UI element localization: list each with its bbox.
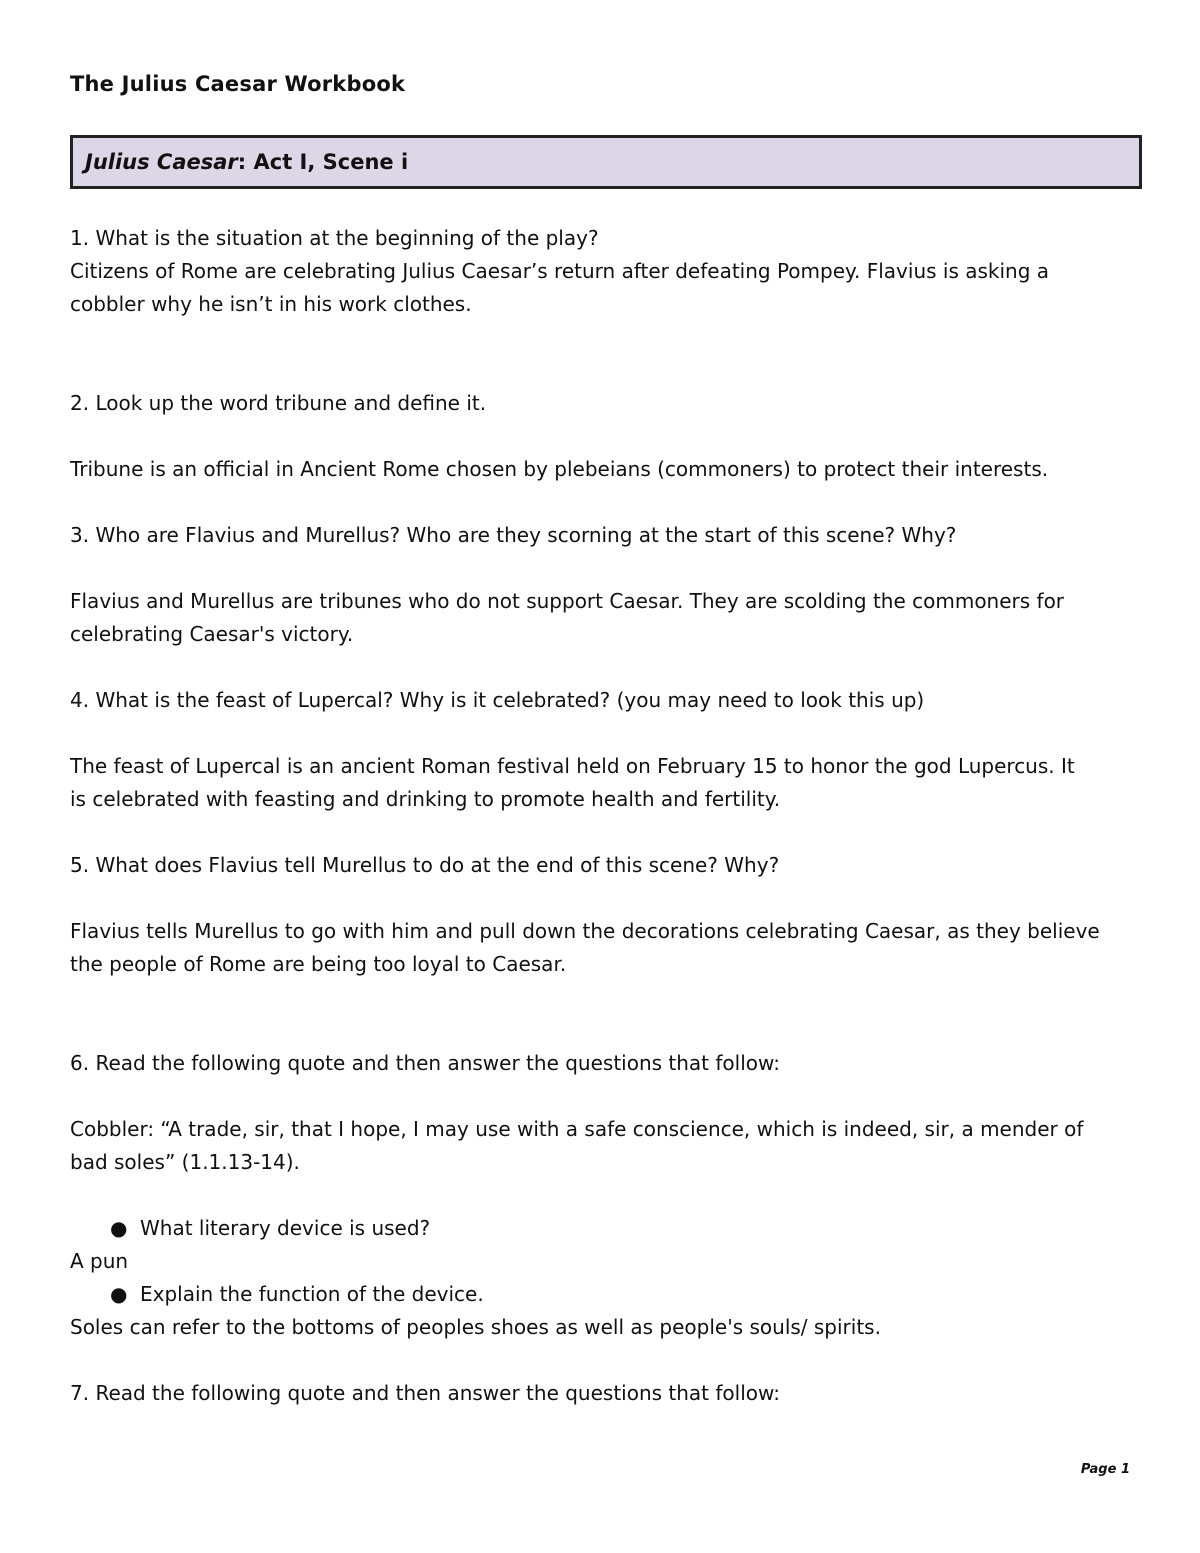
bullet-icon: ● [110,1282,128,1306]
answer-1-line-2: cobbler why he isn’t in his work clothes. [70,292,472,316]
spacer [70,882,1135,915]
page-number: Page 1 [1080,1462,1130,1477]
spacer [70,486,1135,519]
spacer [70,981,1135,1047]
answer-2: Tribune is an official in Ancient Rome chosen by plebeians (commoners) to protect their interests. [70,457,1049,481]
quote-line-1: Cobbler: “A trade, sir, that I hope, I may use with a safe conscience, which is indeed, sir, a mender of [70,1117,1084,1141]
answer-6a: A pun [70,1249,129,1273]
spacer [70,1080,1135,1113]
question-6: 6. Read the following quote and then answer the questions that follow: [70,1051,781,1075]
quote-line-2: bad soles” (1.1.13-14). [70,1150,300,1174]
question-1: 1. What is the situation at the beginning of the play? [70,226,599,250]
section-work-title: Julius Caesar [85,150,238,174]
section-header [70,135,1142,189]
bullet-text: Explain the function of the device. [140,1282,484,1306]
answer-5-line-1: Flavius tells Murellus to go with him and pull down the decorations celebrating Caesar, as they believe [70,919,1100,943]
bullet-text: What literary device is used? [140,1216,431,1240]
question-7: 7. Read the following quote and then answer the questions that follow: [70,1381,781,1405]
question-5: 5. What does Flavius tell Murellus to do at the end of this scene? Why? [70,853,780,877]
answer-4-line-2: is celebrated with feasting and drinking to promote health and fertility. [70,787,781,811]
spacer [70,420,1135,453]
answer-3-line-2: celebrating Caesar's victory. [70,622,354,646]
spacer [70,816,1135,849]
section-act-scene: : Act I, Scene i [237,150,409,174]
question-4: 4. What is the feast of Lupercal? Why is it celebrated? (you may need to look this up) [70,688,925,712]
answer-5-line-2: the people of Rome are being too loyal to Caesar. [70,952,567,976]
spacer [70,717,1135,750]
question-3: 3. Who are Flavius and Murellus? Who are they scorning at the start of this scene? Why? [70,523,957,547]
spacer [70,321,1135,387]
spacer [70,1179,1135,1212]
spacer [70,552,1135,585]
answer-4-line-1: The feast of Lupercal is an ancient Roman festival held on February 15 to honor the god Lupercus. It [70,754,1075,778]
page-title: The Julius Caesar Workbook [70,72,406,96]
bullet-item-function [70,1278,1135,1311]
answer-1-line-1: Citizens of Rome are celebrating Julius Caesar’s return after defeating Pompey. Flavius is asking a [70,259,1050,283]
answer-6b: Soles can refer to the bottoms of peoples shoes as well as people's souls/ spirits. [70,1315,881,1339]
spacer [70,651,1135,684]
bullet-item-device [70,1212,1135,1245]
workbook-content [70,222,1135,1410]
bullet-icon: ● [110,1216,128,1240]
question-2: 2. Look up the word tribune and define it. [70,391,487,415]
answer-3-line-1: Flavius and Murellus are tribunes who do not support Caesar. They are scolding the commoners for [70,589,1065,613]
spacer [70,1344,1135,1377]
